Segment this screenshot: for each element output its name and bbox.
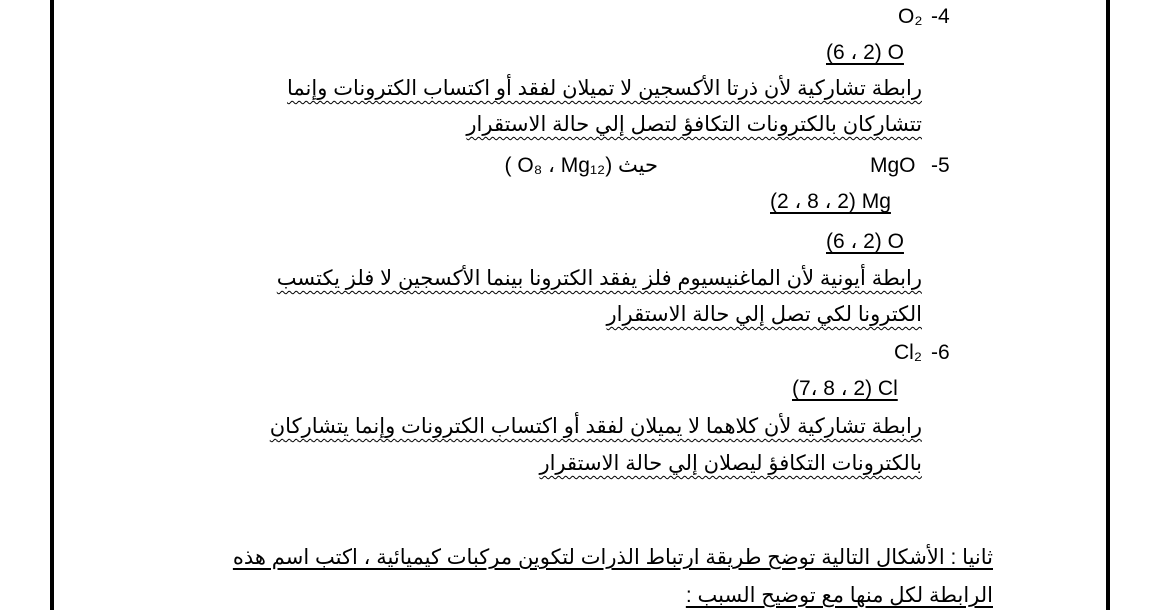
q5-answer-line-1: رابطة أيونية لأن الماغنيسيوم فلز يفقد الكترونا بينما الأكسجين لا فلز يكتسب: [276, 267, 922, 290]
q5-formula: MgO: [870, 154, 916, 177]
q6-chlorine-config: (7، 8 ، 2) Cl: [792, 377, 898, 400]
page-border-left: [50, 0, 54, 610]
section-2-heading-line-2: الرابطة لكل منها مع توضيح السبب :: [685, 584, 993, 607]
q6-answer-line-1: رابطة تشاركية لأن كلاهما لا يميلان لفقد أو اكتساب الكترونات وإنما يتشاركان: [269, 415, 922, 438]
q5-answer-line-2: الكترونا لكي تصل إلي حالة الاستقرار: [606, 303, 922, 326]
q6-formula: Cl₂: [894, 341, 922, 364]
q6-number: -6: [931, 341, 950, 364]
q4-answer-line-2: تتشاركان بالكترونات التكافؤ لتصل إلي حالة الاستقرار: [466, 113, 922, 136]
q4-oxygen-config: (6 ، 2) O: [826, 41, 904, 64]
q5-magnesium-config: (2 ، 8 ، 2) Mg: [770, 190, 891, 213]
q5-number: -5: [931, 154, 950, 177]
page-border-right: [1106, 0, 1110, 610]
section-2-heading-line-1: ثانيا : الأشكال التالية توضح طريقة ارتباط الذرات لتكوين مركبات كيميائية ، اكتب اسم هذه: [232, 546, 993, 569]
q4-number: -4: [931, 5, 950, 28]
q4-answer-line-1: رابطة تشاركية لأن ذرتا الأكسجين لا تميلان لفقد أو اكتساب الكترونات وإنما: [287, 77, 922, 100]
q6-answer-line-2: بالكترونات التكافؤ ليصلان إلي حالة الاستقرار: [539, 452, 922, 475]
q5-oxygen-config: (6 ، 2) O: [826, 230, 904, 253]
q5-where: حيث (O₈ ، Mg₁₂ ): [504, 154, 658, 177]
q4-formula: O₂: [898, 5, 923, 28]
